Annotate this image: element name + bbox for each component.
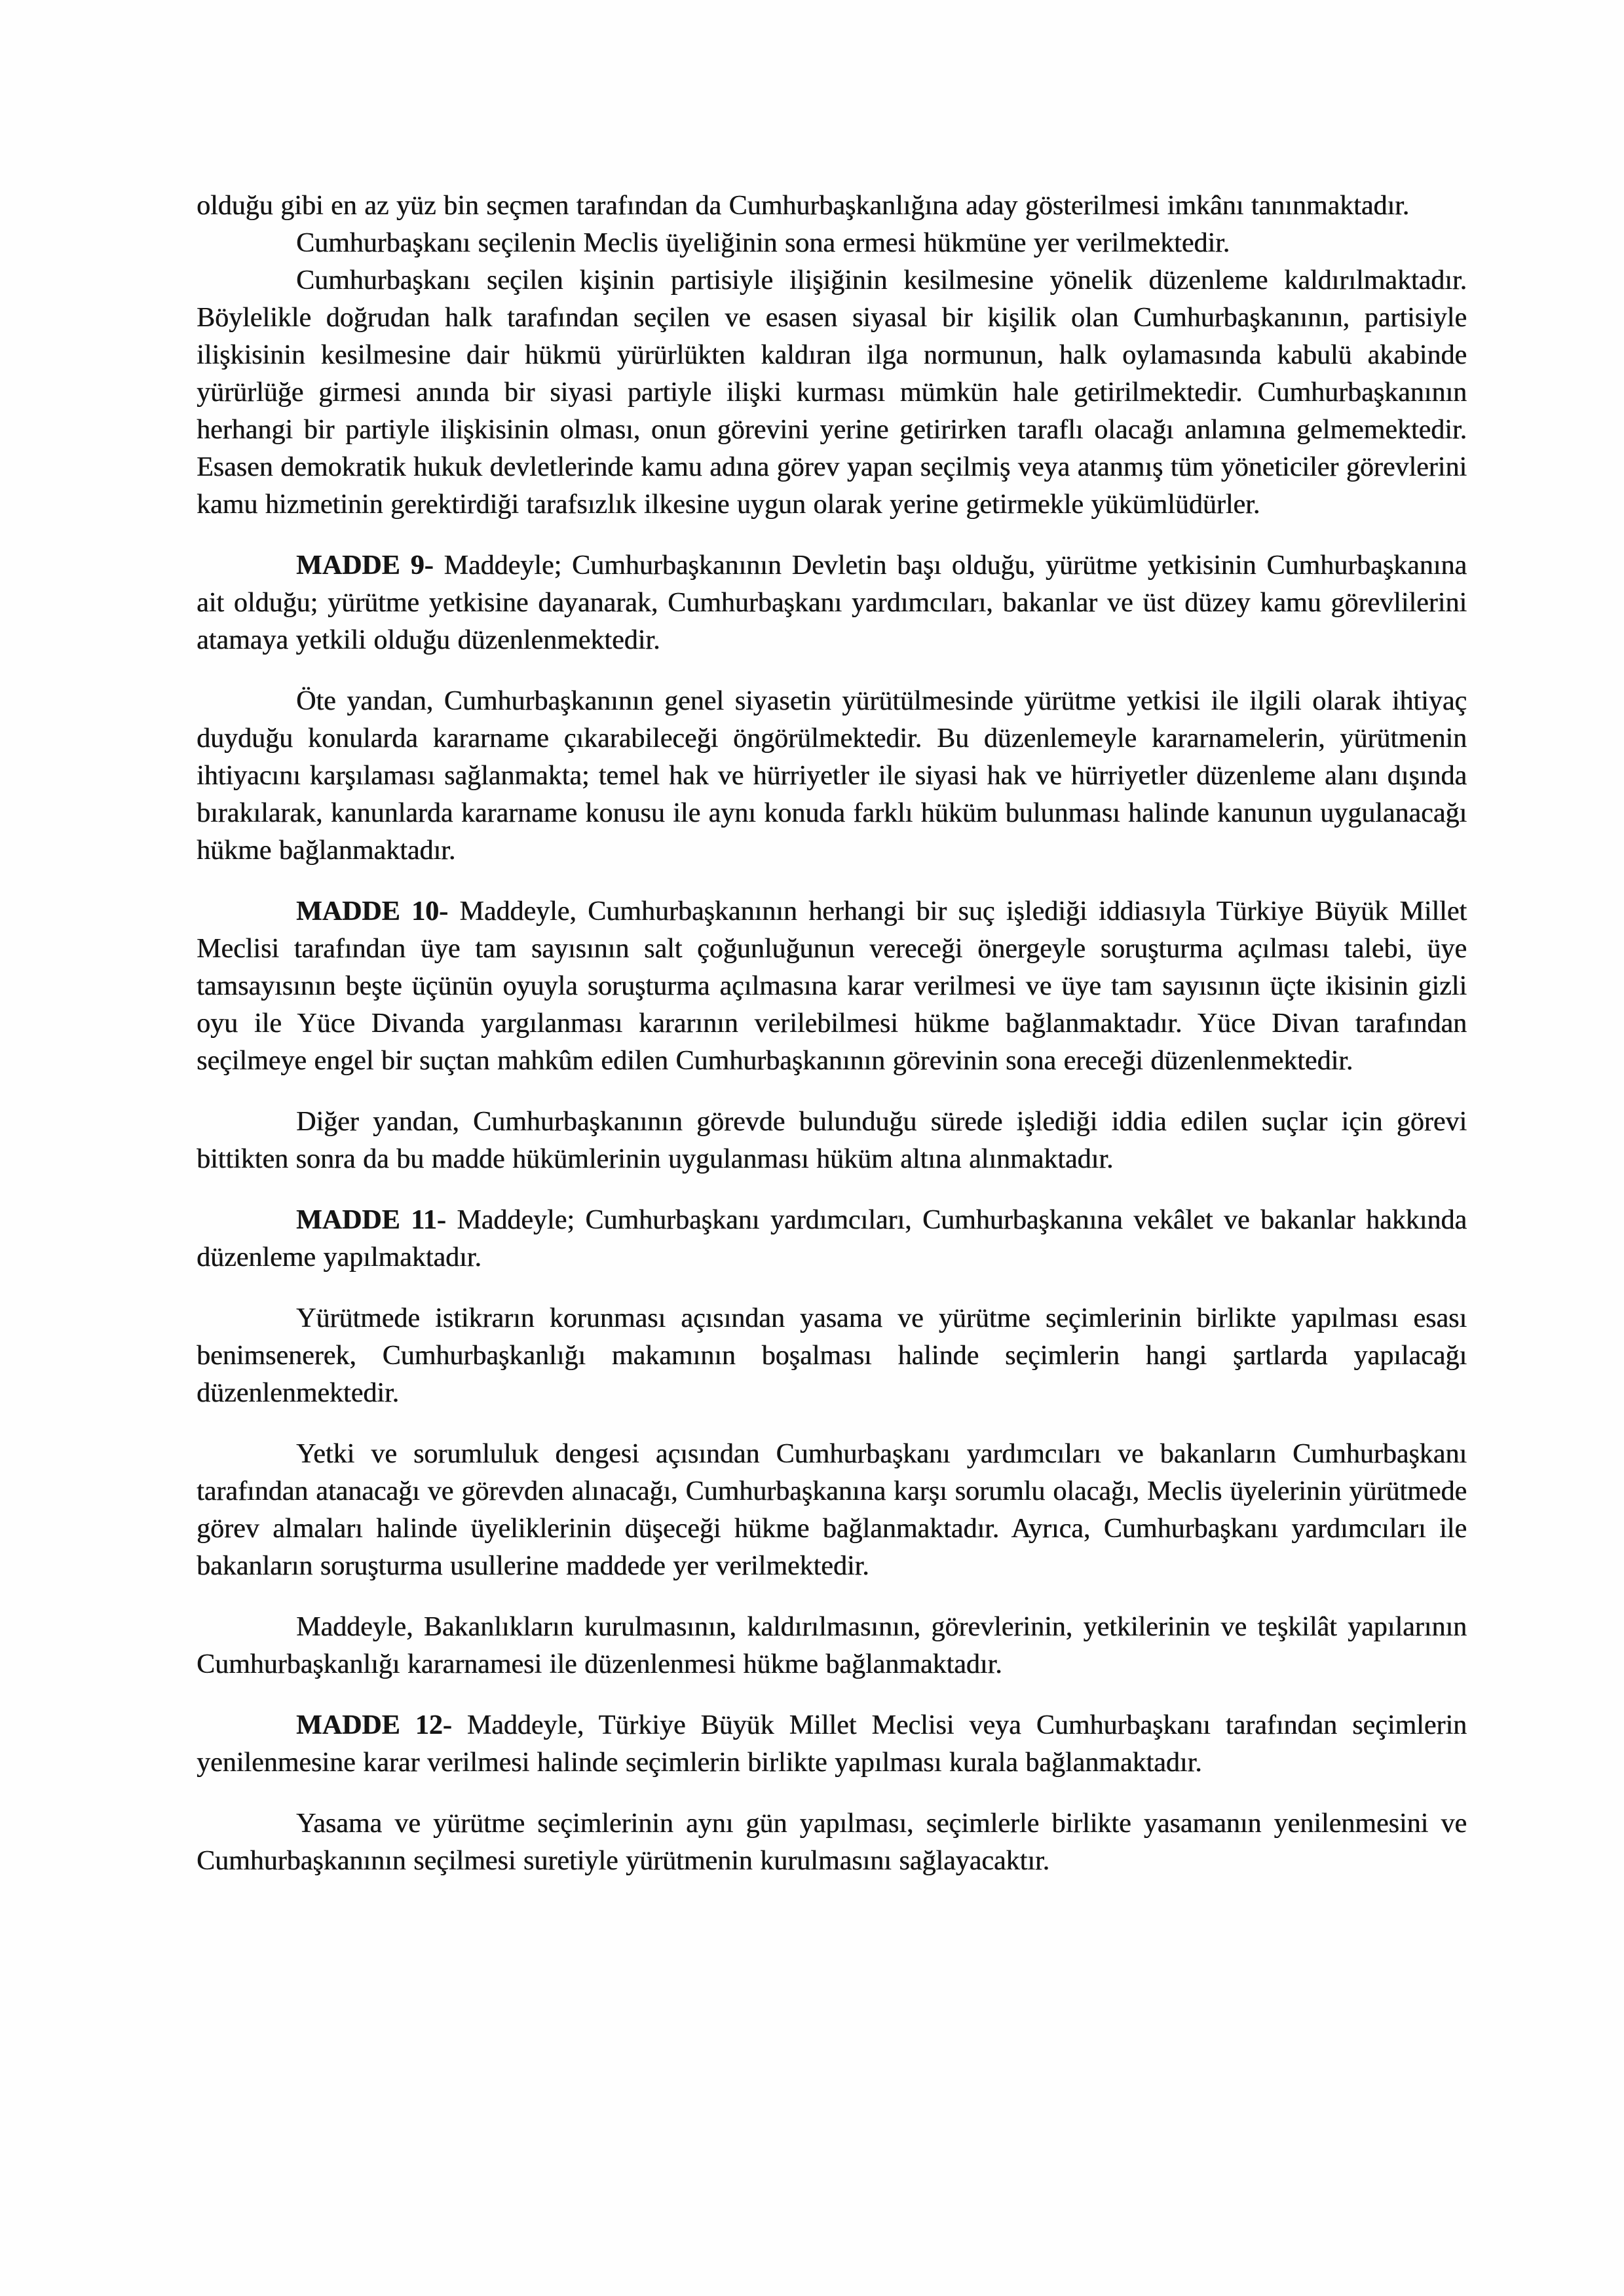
paragraph-text: Maddeyle; Cumhurbaşkanının Devletin başı olduğu, yürütme yetkisinin Cumhurbaşkanına ait olduğu; yürütme yetkisine dayanarak, Cumhurbaşkanı yardımcıları, bakanlar ve üst düzey kamu görevlilerini atamaya yetkili olduğu düzenlenmektedir.: [197, 550, 1467, 655]
paragraph-text: olduğu gibi en az yüz bin seçmen tarafından da Cumhurbaşkanlığına aday gösterilmesi imkânı tanınmaktadır.: [197, 191, 1410, 221]
paragraph-text: Yürütmede istikrarın korunması açısından yasama ve yürütme seçimlerinin birlikte yapılması esası benimsenerek, Cumhurbaşkanlığı makamının boşalması halinde seçimlerin hangi şartlarda yapılacağı düzenlenmektedir.: [197, 1303, 1467, 1408]
paragraph-madde-12: [197, 1707, 1467, 1782]
paragraph: [197, 1103, 1467, 1178]
madde-12-label: MADDE 12-: [296, 1710, 452, 1740]
paragraph: [197, 1436, 1467, 1585]
paragraph: [197, 1609, 1467, 1683]
paragraph-text: Maddeyle, Cumhurbaşkanının herhangi bir suç işlediği iddiasıyla Türkiye Büyük Millet Meclisi tarafından üye tam sayısının salt çoğunluğunun vereceği önergeyle soruşturma açılması talebi, üye tamsayısının beşte üçünün oyuyla soruşturma açılmasına karar verilmesi ve üye tam sayısının üçte ikisinin gizli oyu ile Yüce Divanda yargılanması kararının verilebilmesi hükme bağlanmaktadır. Yüce Divan tarafından seçilmeye engel bir suçtan mahkûm edilen Cumhurbaşkanının görevinin sona ereceği düzenlenmektedir.: [197, 896, 1467, 1076]
paragraph-text: Maddeyle, Türkiye Büyük Millet Meclisi veya Cumhurbaşkanı tarafından seçimlerin yenilenmesine karar verilmesi halinde seçimlerin birlikte yapılması kurala bağlanmaktadır.: [197, 1710, 1467, 1778]
madde-11-label: MADDE 11-: [296, 1205, 446, 1235]
paragraph-text: Maddeyle; Cumhurbaşkanı yardımcıları, Cumhurbaşkanına vekâlet ve bakanlar hakkında düzenleme yapılmaktadır.: [197, 1205, 1467, 1272]
paragraph-text: Yasama ve yürütme seçimlerinin aynı gün yapılması, seçimlerle birlikte yasamanın yenilenmesini ve Cumhurbaşkanının seçilmesi suretiyle yürütmenin kurulmasını sağlayacaktır.: [197, 1808, 1467, 1876]
paragraph: [197, 1805, 1467, 1880]
paragraph-text: Yetki ve sorumluluk dengesi açısından Cumhurbaşkanı yardımcıları ve bakanların Cumhurbaşkanı tarafından atanacağı ve görevden alınacağı, Cumhurbaşkanına karşı sorumlu olacağı, Meclis üyelerinin yürütmede görev almaları halinde üyeliklerinin düşeceği hükme bağlanmaktadır. Ayrıca, Cumhurbaşkanı yardımcıları ile bakanların soruşturma usullerine maddede yer verilmektedir.: [197, 1439, 1467, 1581]
paragraph-text: Maddeyle, Bakanlıkların kurulmasının, kaldırılmasının, görevlerinin, yetkilerinin ve teşkilât yapılarının Cumhurbaşkanlığı kararnamesi ile düzenlenmesi hükme bağlanmaktadır.: [197, 1612, 1467, 1679]
paragraph-madde-9: [197, 547, 1467, 659]
madde-9-label: MADDE 9-: [296, 550, 434, 581]
paragraph: [197, 262, 1467, 524]
paragraph-text: Öte yandan, Cumhurbaşkanının genel siyasetin yürütülmesinde yürütme yetkisi ile ilgili olarak ihtiyaç duyduğu konularda kararname çıkarabileceği öngörülmektedir. Bu düzenlemeyle kararnamelerin, yürütmenin ihtiyacını karşılaması sağlanmakta; temel hak ve hürriyetler ile siyasi hak ve hürriyetler düzenleme alanı dışında bırakılarak, kanunlarda kararname konusu ile aynı konuda farklı hüküm bulunması halinde kanunun uygulanacağı hükme bağlanmaktadır.: [197, 686, 1467, 866]
paragraph-continuation: [197, 187, 1467, 225]
paragraph-madde-10: [197, 893, 1467, 1080]
paragraph-madde-11: [197, 1202, 1467, 1276]
paragraph-text: Diğer yandan, Cumhurbaşkanının görevde bulunduğu sürede işlediği iddia edilen suçlar için görevi bittikten sonra da bu madde hükümlerinin uygulanması hüküm altına alınmaktadır.: [197, 1107, 1467, 1174]
paragraph: [197, 225, 1467, 262]
paragraph-text: Cumhurbaşkanı seçilen kişinin partisiyle ilişiğinin kesilmesine yönelik düzenleme kaldırılmaktadır. Böylelikle doğrudan halk tarafından seçilen ve esasen siyasal bir kişilik olan Cumhurbaşkanının, partisiyle ilişkisinin kesilmesine dair hükmü yürürlükten kaldıran ilga normunun, halk oylamasında kabulü akabinde yürürlüğe girmesi anında bir siyasi partiyle ilişki kurması mümkün hale getirilmektedir. Cumhurbaşkanının herhangi bir partiyle ilişkisinin olması, onun görevini yerine getirirken taraflı olacağı anlamına gelmemektedir. Esasen demokratik hukuk devletlerinde kamu adına görev yapan seçilmiş veya atanmış tüm yöneticiler görevlerini kamu hizmetinin gerektirdiği tarafsızlık ilkesine uygun olarak yerine getirmekle yükümlüdürler.: [197, 265, 1467, 520]
paragraph: [197, 683, 1467, 870]
paragraph-text: Cumhurbaşkanı seçilenin Meclis üyeliğinin sona ermesi hükmüne yer verilmektedir.: [296, 228, 1230, 258]
paragraph: [197, 1300, 1467, 1412]
madde-10-label: MADDE 10-: [296, 896, 448, 927]
